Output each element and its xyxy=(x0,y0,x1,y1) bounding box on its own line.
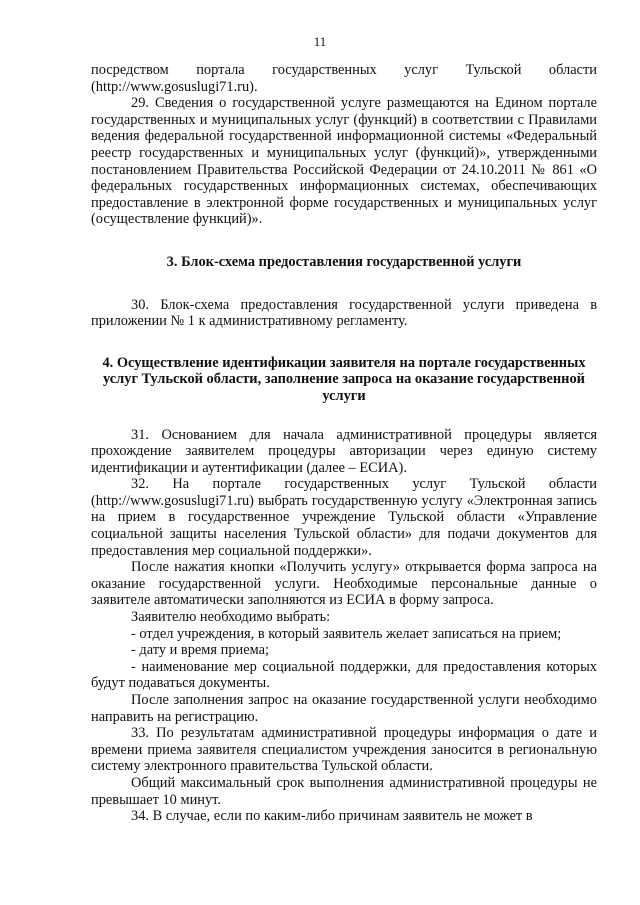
paragraph-form-opens: После нажатия кнопки «Получить услугу» открывается форма запроса на оказание государственной услуги. Необходимые персональные данные о заявителе автоматически заполняются из ЕСИА в форму запроса. xyxy=(91,559,597,609)
paragraph-send-registration: После заполнения запрос на оказание государственной услуги необходимо направить на регистрацию. xyxy=(91,692,597,725)
paragraph-30: 30. Блок-схема предоставления государственной услуги приведена в приложении № 1 к административному регламенту. xyxy=(91,296,597,330)
paragraph-33: 33. По результатам административной процедуры информация о дате и времени приема заявителя специалистом учреждения заносится в региональную систему электронного правительства Тульской области. xyxy=(91,725,597,775)
list-item-support-measures: - наименование мер социальной поддержки, для предоставления которых будут подаваться документы. xyxy=(91,658,597,692)
paragraph-29: 29. Сведения о государственной услуге размещаются на Едином портале государственных и муниципальных услуг (функций) в соответствии с Правилами ведения федеральной государственной информационной системы «Федеральный реестр государственных и муниципальных услуг (функций)», утвержденными постановлением Правительства Российской Федерации от 24.10.2011 № 861 «О федеральных государственных информационных системах, обеспечивающих предоставление в электронной форме государственных и муниципальных услуг (осуществление функций)». xyxy=(91,95,597,228)
list-item-date-time: - дату и время приема; xyxy=(131,642,269,659)
paragraph-choose-intro: Заявителю необходимо выбрать: xyxy=(131,609,331,626)
list-item-department: - отдел учреждения, в который заявитель желает записаться на прием; xyxy=(131,625,562,642)
section-3-heading: 3. Блок-схема предоставления государственной услуги xyxy=(166,253,522,270)
paragraph-continuation: посредством портала государственных услуг Тульской области (http://www.gosuslugi71.ru). xyxy=(91,62,597,95)
paragraph-34: 34. В случае, если по каким-либо причинам заявитель не может в xyxy=(131,808,533,825)
document-body xyxy=(91,62,597,825)
paragraph-max-duration: Общий максимальный срок выполнения административной процедуры не превышает 10 минут. xyxy=(91,774,597,808)
paragraph-32: 32. На портале государственных услуг Тульской области (http://www.gosuslugi71.ru) выбрать государственную услугу «Электронная запись на прием в государственное учреждение Тульской области «Управление социальной защиты населения Тульской области» для подачи документов для предоставления мер социальной поддержки». xyxy=(91,476,597,559)
section-4-heading: 4. Осуществление идентификации заявителя на портале государственных услуг Тульской области, заполнение запроса на оказание государственной услуги xyxy=(102,354,586,404)
page-number: 11 xyxy=(313,34,327,49)
paragraph-31: 31. Основанием для начала административной процедуры является прохождение заявителем процедуры авторизации через единую систему идентификации и аутентификации (далее – ЕСИА). xyxy=(91,426,597,476)
